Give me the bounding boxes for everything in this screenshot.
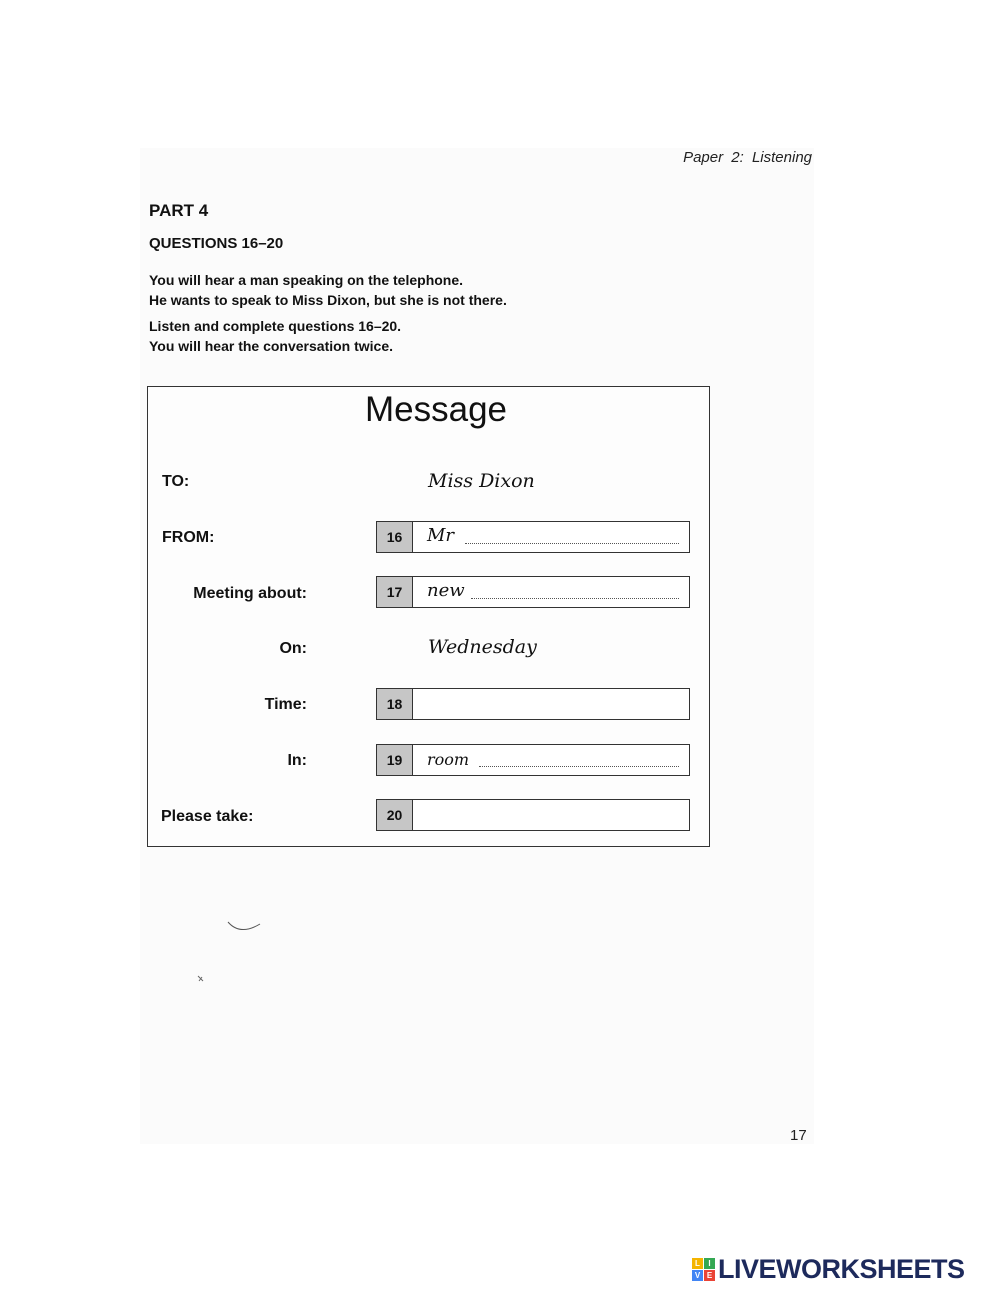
please-take-label: Please take: bbox=[161, 808, 254, 825]
answer-blank[interactable] bbox=[479, 766, 679, 767]
liveworksheets-logo bbox=[692, 1255, 965, 1283]
from-label: FROM: bbox=[162, 529, 215, 546]
section-label: Listening bbox=[751, 149, 812, 166]
logo-grid-icon: L I V E bbox=[692, 1258, 715, 1281]
instruction-line: You will hear a man speaking on the telephone. bbox=[149, 272, 464, 288]
pen-mark bbox=[226, 918, 266, 938]
on-label: On: bbox=[279, 640, 307, 657]
field-prefix: Mr bbox=[427, 525, 455, 546]
answer-field-18[interactable] bbox=[376, 688, 690, 720]
answer-field-16[interactable] bbox=[376, 521, 690, 553]
page-header bbox=[640, 149, 812, 166]
brand-name: LIVEWORKSHEETS bbox=[718, 1253, 965, 1284]
question-number: 17 bbox=[377, 577, 413, 607]
answer-field-17[interactable] bbox=[376, 576, 690, 608]
question-number: 18 bbox=[377, 689, 413, 719]
on-value: Wednesday bbox=[428, 636, 537, 658]
message-title: Message bbox=[364, 390, 508, 429]
message-form bbox=[147, 386, 710, 847]
in-label: In: bbox=[287, 752, 307, 769]
answer-blank[interactable] bbox=[465, 543, 679, 544]
instruction-line: You will hear the conversation twice. bbox=[149, 338, 394, 354]
time-label: Time: bbox=[264, 696, 307, 713]
instructions-block-1 bbox=[149, 270, 507, 310]
instruction-line: He wants to speak to Miss Dixon, but she is not there. bbox=[149, 292, 507, 308]
field-prefix: new bbox=[427, 580, 465, 601]
question-number: 20 bbox=[377, 800, 413, 830]
answer-blank[interactable] bbox=[471, 598, 679, 599]
question-number: 19 bbox=[377, 745, 413, 775]
to-value: Miss Dixon bbox=[428, 470, 535, 492]
meeting-about-label: Meeting about: bbox=[193, 585, 307, 602]
pen-mark bbox=[196, 974, 206, 984]
paper-label: Paper 2: bbox=[683, 149, 744, 166]
answer-field-19[interactable] bbox=[376, 744, 690, 776]
question-number: 16 bbox=[377, 522, 413, 552]
instructions-block-2 bbox=[149, 316, 401, 356]
part-heading: PART 4 bbox=[149, 201, 209, 220]
instruction-line: Listen and complete questions 16–20. bbox=[149, 318, 402, 334]
answer-field-20[interactable] bbox=[376, 799, 690, 831]
page-number: 17 bbox=[790, 1127, 807, 1144]
questions-heading: QUESTIONS 16–20 bbox=[149, 235, 284, 252]
field-prefix: room bbox=[427, 750, 470, 769]
to-label: TO: bbox=[162, 473, 190, 490]
